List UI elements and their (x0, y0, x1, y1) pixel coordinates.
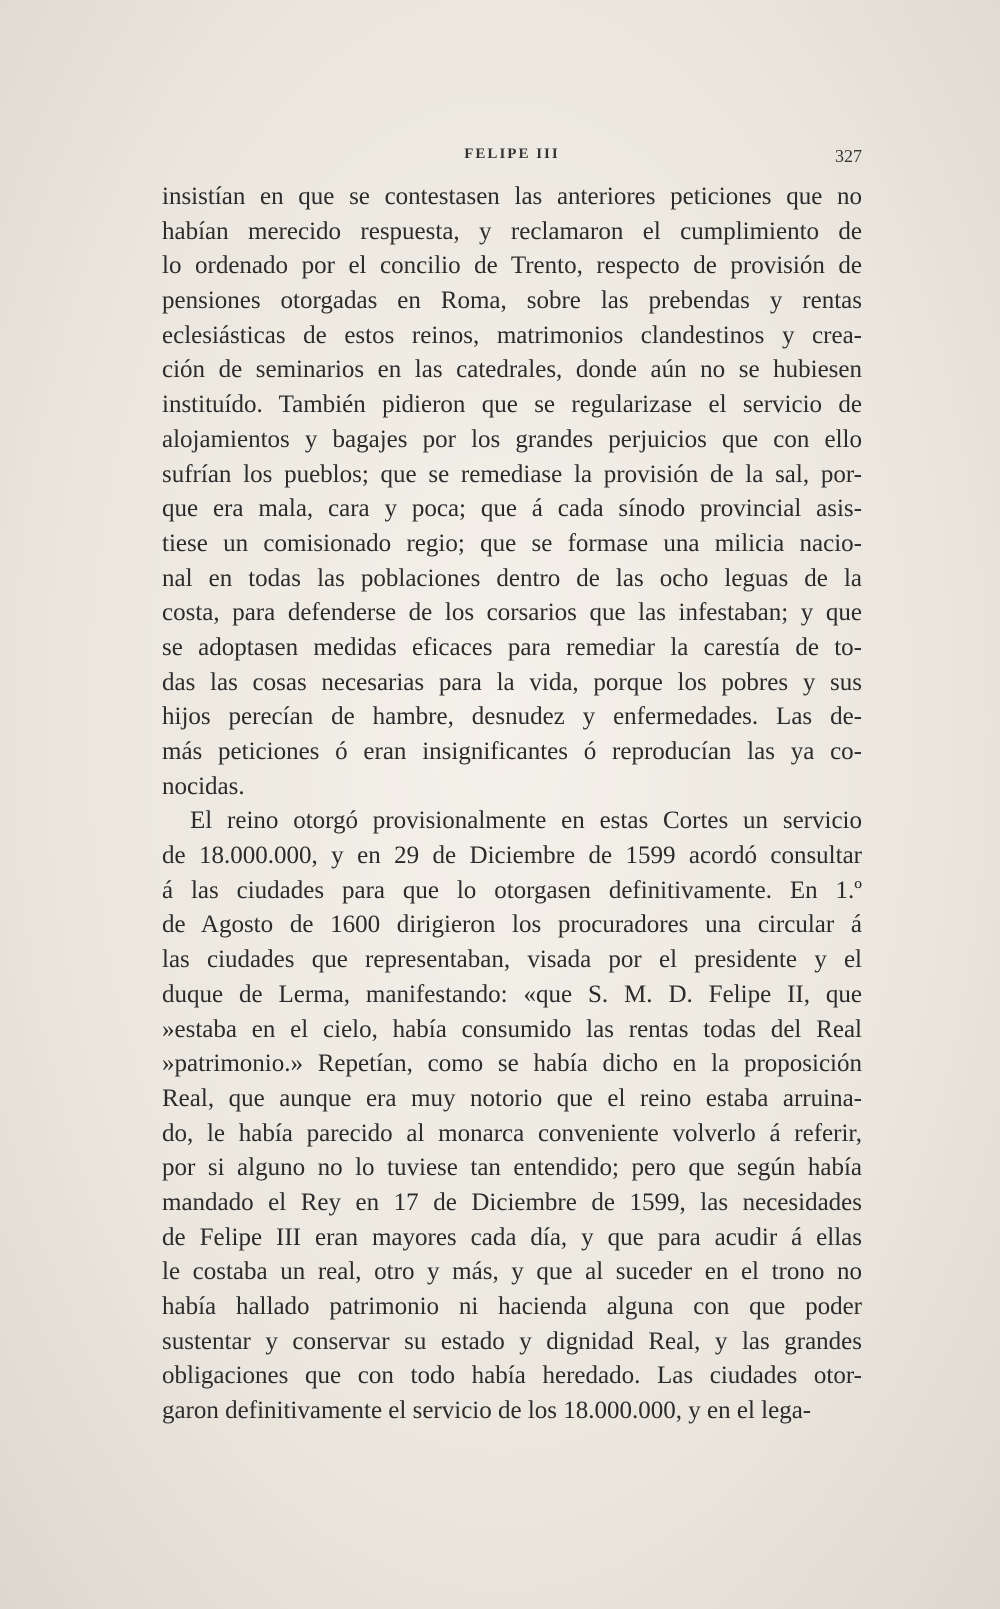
text-line: de Felipe III eran mayores cada día, y que para acudir á ellas (162, 1223, 862, 1251)
text-line: hijos perecían de hambre, desnudez y enfermedades. Las de- (162, 703, 862, 731)
text-line: obligaciones que con todo había heredado. Las ciudades otor- (162, 1362, 862, 1390)
text-line: le costaba un real, otro y más, y que al suceder en el trono no (162, 1258, 862, 1286)
page-header (162, 146, 862, 172)
text-line: »estaba en el cielo, había consumido las rentas todas del Real (162, 1015, 862, 1043)
text-line: duque de Lerma, manifestando: «que S. M. D. Felipe II, que (162, 980, 862, 1008)
text-line: más peticiones ó eran insignificantes ó reproducían las ya co- (162, 738, 862, 765)
text-line: insistían en que se contestasen las anteriores peticiones que no (162, 183, 862, 210)
text-line: había hallado patrimonio ni hacienda alguna con que poder (162, 1293, 862, 1320)
text-line: pensiones otorgadas en Roma, sobre las prebendas y rentas (162, 287, 862, 315)
text-line: que era mala, cara y poca; que á cada sínodo provincial asis- (162, 495, 862, 523)
paragraph (162, 180, 862, 804)
paragraph (162, 804, 862, 1428)
text-line: garon definitivamente el servicio de los 18.000.000, y en el lega- (162, 1397, 812, 1425)
text-line: nal en todas las poblaciones dentro de las ocho leguas de la (162, 564, 862, 592)
text-line: instituído. También pidieron que se regularizase el servicio de (162, 391, 862, 419)
text-line: eclesiásticas de estos reinos, matrimonios clandestinos y crea- (162, 321, 862, 349)
text-line: costa, para defenderse de los corsarios que las infestaban; y que (162, 599, 862, 627)
text-line: las ciudades que representaban, visada por el presidente y el (162, 946, 862, 974)
text-line: á las ciudades para que lo otorgasen definitivamente. En 1.º (162, 876, 862, 904)
text-line: Real, que aunque era muy notorio que el reino estaba arruina- (162, 1084, 862, 1112)
text-line: El reino otorgó provisionalmente en estas Cortes un servicio (190, 807, 862, 835)
text-line: por si alguno no lo tuviese tan entendido; pero que según había (162, 1154, 862, 1182)
text-line: sufrían los pueblos; que se remediase la provisión de la sal, por- (162, 460, 862, 488)
text-line: de Agosto de 1600 dirigieron los procuradores una circular á (162, 911, 862, 939)
text-line: mandado el Rey en 17 de Diciembre de 1599, las necesidades (162, 1188, 862, 1216)
text-line: nocidas. (162, 772, 245, 800)
text-line: alojamientos y bagajes por los grandes perjuicios que con ello (162, 425, 862, 453)
running-title: FELIPE III (464, 146, 560, 162)
text-line: das las cosas necesarias para la vida, porque los pobres y sus (162, 668, 862, 696)
text-line: lo ordenado por el concilio de Trento, respecto de provisión de (162, 252, 862, 280)
text-line: tiese un comisionado regio; que se formase una milicia nacio- (162, 529, 862, 557)
text-line: ción de seminarios en las catedrales, donde aún no se hubiesen (162, 356, 862, 384)
page-number: 327 (835, 146, 862, 166)
text-line: »patrimonio.» Repetían, como se había dicho en la proposición (162, 1050, 862, 1078)
text-line: habían merecido respuesta, y reclamaron el cumplimiento de (162, 217, 862, 245)
body-text (162, 180, 862, 1429)
text-line: sustentar y conservar su estado y dignidad Real, y las grandes (162, 1327, 862, 1355)
text-line: do, le había parecido al monarca conveniente volverlo á referir, (162, 1119, 862, 1147)
text-line: se adoptasen medidas eficaces para remediar la carestía de to- (162, 633, 862, 661)
text-line: de 18.000.000, y en 29 de Diciembre de 1599 acordó consultar (162, 842, 862, 870)
